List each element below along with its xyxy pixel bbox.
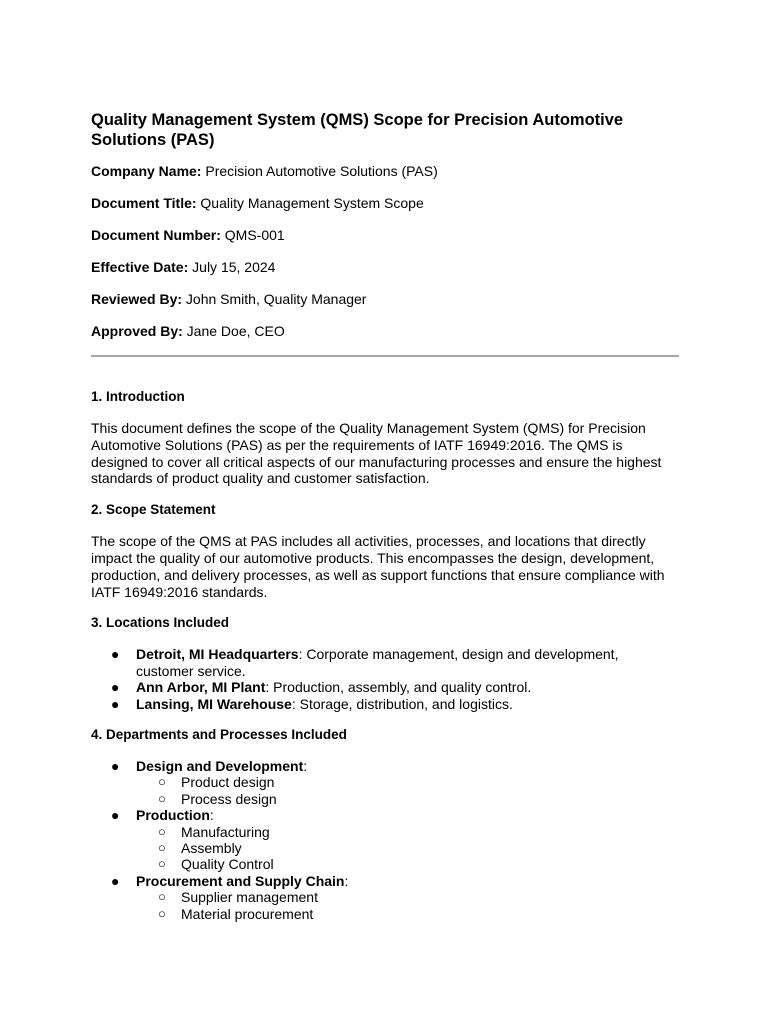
meta-value: John Smith, Quality Manager xyxy=(182,291,367,307)
department-name: Procurement and Supply Chain xyxy=(136,872,345,889)
sub-item-label: Material procurement xyxy=(181,905,314,922)
circle-bullet-icon: ○ xyxy=(158,790,166,806)
list-item xyxy=(91,873,679,922)
document-title: Quality Management System (QMS) Scope for Precision Automotive Solutions (PAS) xyxy=(91,111,624,149)
list-item xyxy=(91,807,679,873)
sub-item-label: Quality Control xyxy=(181,856,274,873)
department-suffix: : xyxy=(303,758,308,774)
list-item xyxy=(91,696,679,712)
meta-reviewed-by xyxy=(91,291,679,308)
sub-item-label: Process design xyxy=(181,790,277,807)
sub-list-item xyxy=(91,906,679,922)
sub-item-label: Supplier management xyxy=(181,889,318,906)
sub-item-label: Manufacturing xyxy=(181,823,270,840)
sub-list-item xyxy=(91,791,679,807)
section-heading-introduction: 1. Introduction xyxy=(91,389,185,404)
meta-document-number xyxy=(91,227,679,244)
circle-bullet-icon: ○ xyxy=(158,856,166,872)
meta-label: Document Number: xyxy=(91,227,221,243)
document-page xyxy=(91,110,679,937)
scope-statement-paragraph: The scope of the QMS at PAS includes all activities, processes, and locations that directly impact the quality of our automotive products. This encompasses the design, development, production, and delivery processes, as well as support functions that ensure compliance with IATF 16949:2016 standards. xyxy=(91,533,665,600)
meta-value: Jane Doe, CEO xyxy=(182,323,285,339)
circle-bullet-icon: ○ xyxy=(158,905,166,921)
location-name: Detroit, MI Headquarters xyxy=(136,646,299,663)
bullet-icon: ● xyxy=(111,646,120,663)
circle-bullet-icon: ○ xyxy=(158,840,166,856)
meta-approved-by xyxy=(91,323,679,340)
meta-value: QMS-001 xyxy=(220,227,285,243)
meta-value: Quality Management System Scope xyxy=(196,195,424,211)
bullet-icon: ● xyxy=(111,758,120,774)
meta-value: Precision Automotive Solutions (PAS) xyxy=(201,163,438,179)
location-description: : Storage, distribution, and logistics. xyxy=(291,695,513,712)
meta-label: Company Name: xyxy=(91,163,202,179)
sub-list-item xyxy=(91,889,679,905)
department-name: Design and Development xyxy=(136,758,304,774)
location-description: : Production, assembly, and quality control. xyxy=(265,679,532,696)
sub-list-item xyxy=(91,856,679,872)
department-name: Production xyxy=(136,807,210,824)
departments-list xyxy=(91,758,679,922)
sub-list xyxy=(136,774,679,807)
circle-bullet-icon: ○ xyxy=(158,774,166,790)
circle-bullet-icon: ○ xyxy=(158,823,166,839)
section-heading-locations: 3. Locations Included xyxy=(91,615,230,631)
sub-list xyxy=(136,824,679,873)
sub-list xyxy=(136,889,679,922)
introduction-paragraph: This document defines the scope of the Quality Management System (QMS) for Precision Automotive Solutions (PAS) as per the requirements of IATF 16949:2016. The QMS is designed to cover all critical aspects of our manufacturing processes and ensure the highest standards of product quality and customer satisfaction. xyxy=(91,420,662,487)
meta-company-name xyxy=(91,163,679,180)
location-description: : Corporate management, design and development, customer service. xyxy=(136,646,619,679)
list-item xyxy=(91,679,679,695)
list-item xyxy=(91,758,679,807)
sub-item-label: Assembly xyxy=(181,840,242,857)
meta-label: Document Title: xyxy=(91,195,197,211)
bullet-icon: ● xyxy=(111,872,120,889)
meta-label: Effective Date: xyxy=(91,259,189,275)
bullet-icon: ● xyxy=(111,807,120,824)
sub-item-label: Product design xyxy=(181,774,275,791)
meta-effective-date xyxy=(91,259,679,276)
meta-label: Approved By: xyxy=(91,323,183,339)
locations-list xyxy=(91,646,679,712)
list-item xyxy=(91,646,679,679)
sub-list-item xyxy=(91,774,679,790)
circle-bullet-icon: ○ xyxy=(158,889,166,905)
section-heading-departments: 4. Departments and Processes Included xyxy=(91,727,347,742)
horizontal-divider xyxy=(91,355,679,357)
sub-list-item xyxy=(91,840,679,856)
bullet-icon: ● xyxy=(111,695,120,712)
sub-list-item xyxy=(91,824,679,840)
meta-value: July 15, 2024 xyxy=(188,259,276,275)
location-name: Lansing, MI Warehouse xyxy=(136,695,292,712)
meta-label: Reviewed By: xyxy=(91,291,183,307)
department-suffix: : xyxy=(344,872,349,889)
section-heading-scope-statement: 2. Scope Statement xyxy=(91,502,216,518)
location-name: Ann Arbor, MI Plant xyxy=(136,679,266,696)
meta-document-title xyxy=(91,195,679,212)
department-suffix: : xyxy=(209,807,214,824)
bullet-icon: ● xyxy=(111,679,120,696)
